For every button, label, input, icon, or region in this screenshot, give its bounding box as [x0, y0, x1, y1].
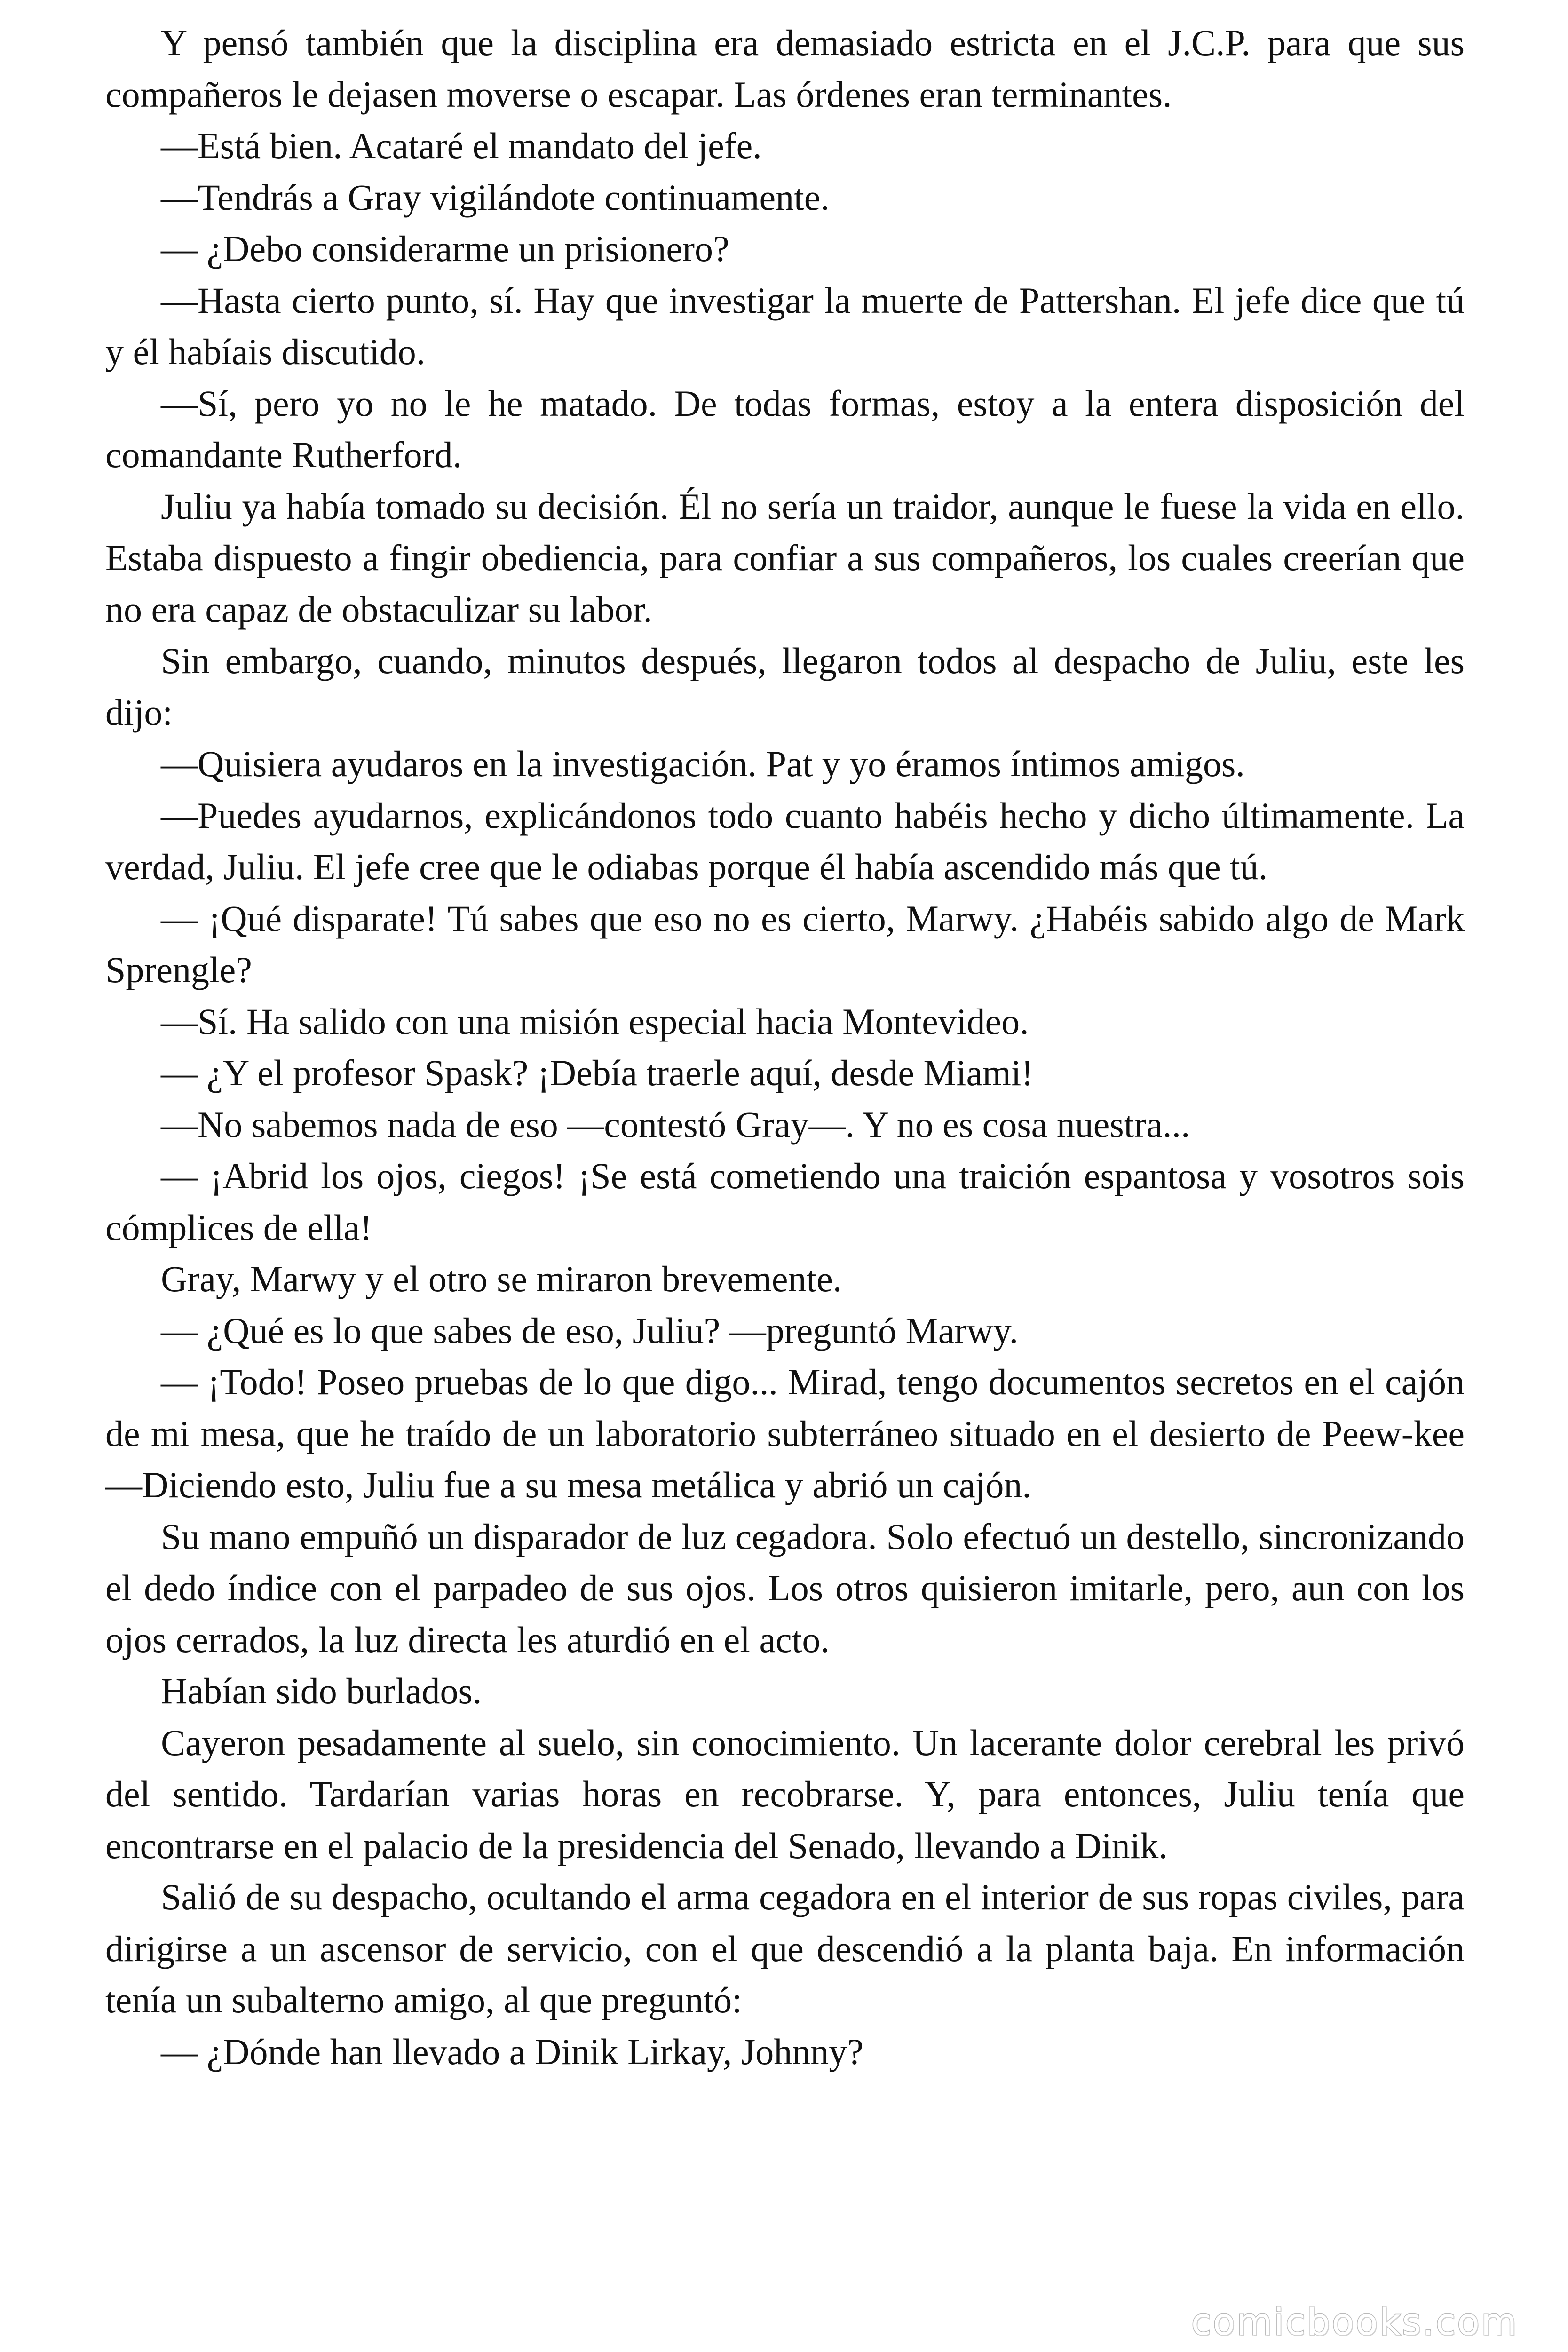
paragraph: — ¿Y el profesor Spask? ¡Debía traerle aquí, desde Miami!: [161, 1052, 1034, 1093]
paragraph: — ¿Debo considerarme un prisionero?: [161, 228, 729, 269]
paragraph: —Quisiera ayudaros en la investigación. Pat y yo éramos íntimos amigos.: [161, 743, 1245, 784]
paragraph: Y pensó también que la disciplina era demasiado estricta en el J.C.P. para que sus compañeros le dejasen moverse o escapar. Las órdenes eran terminantes.: [105, 22, 1465, 115]
paragraph: Sin embargo, cuando, minutos después, llegaron todos al despacho de Juliu, este les dijo:: [105, 640, 1465, 733]
paragraph: Cayeron pesadamente al suelo, sin conocimiento. Un lacerante dolor cerebral les privó del sentido. Tardarían varias horas en recobrarse. Y, para entonces, Juliu tenía que encontrarse en el palacio de la presidencia del Senado, llevando a Dinik.: [105, 1722, 1465, 1866]
paragraph: —No sabemos nada de eso —contestó Gray—. Y no es cosa nuestra...: [161, 1104, 1190, 1145]
paragraph: Juliu ya había tomado su decisión. Él no sería un traidor, aunque le fuese la vida en ello. Estaba dispuesto a fingir obediencia, para confiar a sus compañeros, los cuales creerían que no era capaz de obstaculizar su labor.: [105, 485, 1465, 630]
page-text: [105, 17, 1465, 2077]
paragraph: —Puedes ayudarnos, explicándonos todo cuanto habéis hecho y dicho últimamente. La verdad, Juliu. El jefe cree que le odiabas porque él había ascendido más que tú.: [105, 795, 1465, 887]
watermark: comicbooks.com: [1191, 2301, 1518, 2344]
paragraph: —Hasta cierto punto, sí. Hay que investigar la muerte de Pattershan. El jefe dice que tú y él habíais discutido.: [105, 279, 1465, 372]
paragraph: Gray, Marwy y el otro se miraron brevemente.: [161, 1258, 842, 1299]
paragraph: Habían sido burlados.: [161, 1670, 482, 1711]
paragraph: —Sí, pero yo no le he matado. De todas formas, estoy a la entera disposición del comandante Rutherford.: [105, 382, 1465, 475]
paragraph: —Está bien. Acataré el mandato del jefe.: [161, 125, 762, 166]
paragraph: Salió de su despacho, ocultando el arma cegadora en el interior de sus ropas civiles, para dirigirse a un ascensor de servicio, con el que descendió a la planta baja. En información tenía un subalterno amigo, al que preguntó:: [105, 1876, 1465, 2020]
paragraph: — ¡Abrid los ojos, ciegos! ¡Se está cometiendo una traición espantosa y vosotros sois cómplices de ella!: [105, 1155, 1465, 1248]
paragraph: Su mano empuñó un disparador de luz cegadora. Solo efectuó un destello, sincronizando el dedo índice con el parpadeo de sus ojos. Los otros quisieron imitarle, pero, aun con los ojos cerrados, la luz directa les aturdió en el acto.: [105, 1516, 1465, 1660]
paragraph: — ¿Dónde han llevado a Dinik Lirkay, Johnny?: [161, 2031, 863, 2072]
paragraph: — ¿Qué es lo que sabes de eso, Juliu? —preguntó Marwy.: [161, 1310, 1019, 1351]
paragraph: — ¡Qué disparate! Tú sabes que eso no es cierto, Marwy. ¿Habéis sabido algo de Mark Sprengle?: [105, 898, 1465, 990]
paragraph: — ¡Todo! Poseo pruebas de lo que digo... Mirad, tengo documentos secretos en el cajón de mi mesa, que he traído de un laboratorio subterráneo situado en el desierto de Peew-kee —Diciendo esto, Juliu fue a su mesa metálica y abrió un cajón.: [105, 1361, 1465, 1505]
paragraph: —Tendrás a Gray vigilándote continuamente.: [161, 176, 830, 218]
paragraph: —Sí. Ha salido con una misión especial hacia Montevideo.: [161, 1001, 1029, 1042]
